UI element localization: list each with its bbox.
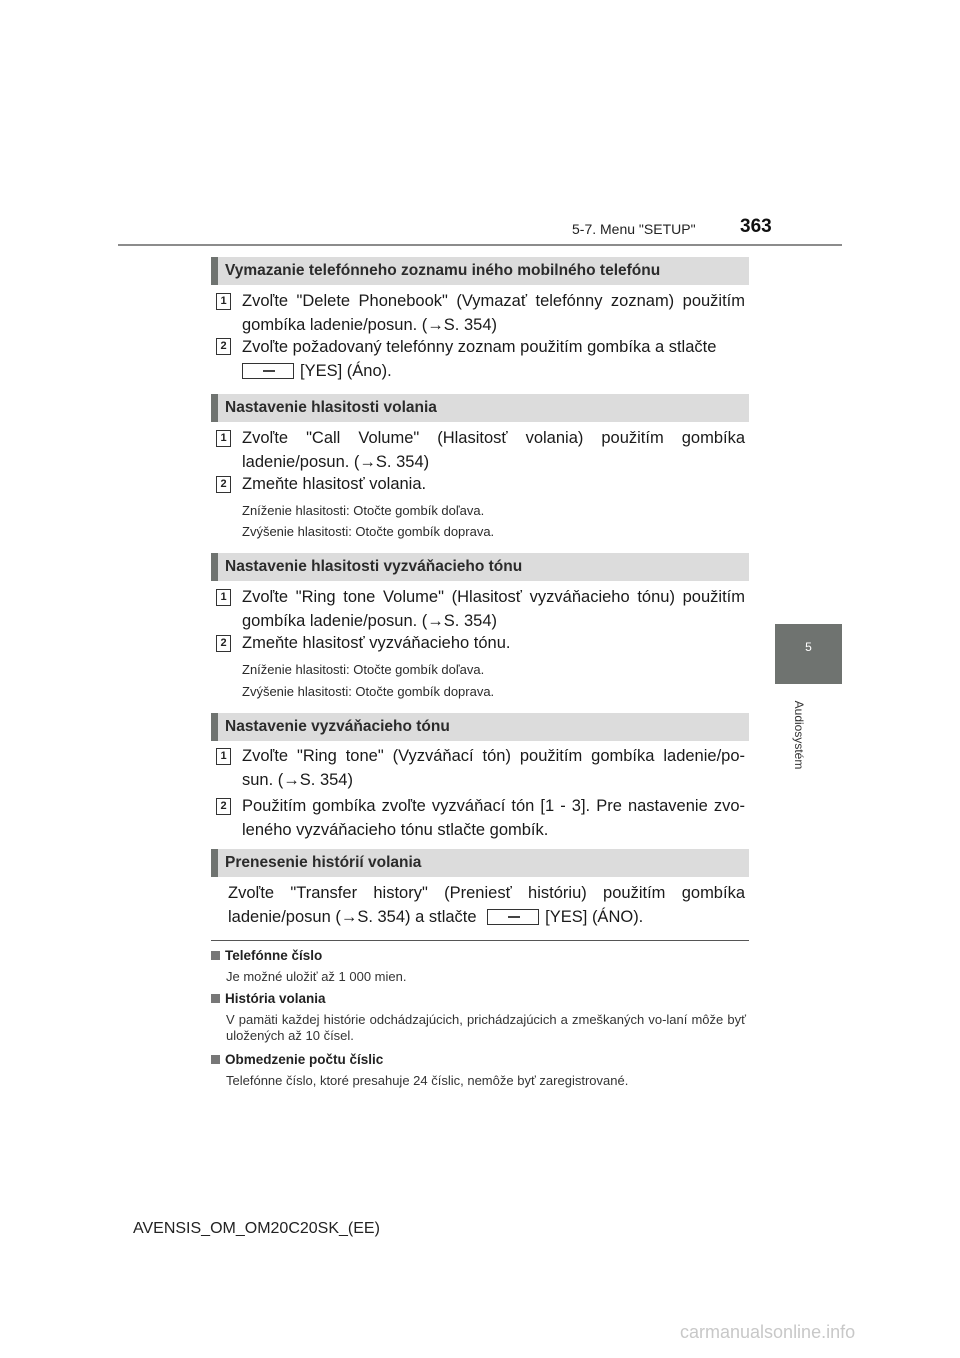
step-text: Zvoľte "Delete Phonebook" (Vymazať telefónny zoznam) použitím gombíka ladenie/posun. (→S. 354) [242,292,745,334]
chapter-tab-number: 5 [805,640,812,654]
section-text [228,881,745,929]
step-text-before: Zvoľte požadovaný telefónny zoznam použitím gombíka a stlačte [242,338,717,356]
square-bullet-icon [211,1055,220,1064]
footnote-title [211,991,326,1006]
note-text: Zvýšenie hlasitosti: Otočte gombík doprava. [242,684,495,699]
header-section-title: 5-7. Menu "SETUP" [572,221,696,237]
footnote-title-text: Obmedzenie počtu číslic [225,1052,384,1067]
section-heading-ring-tone: Nastavenie vyzváňacieho tónu [211,713,749,741]
step-text: Zvoľte "Ring tone" (Vyzváňací tón) použitím gombíka ladenie/po-sun. (→S. 354) [242,747,745,789]
footnote-text: V pamäti každej histórie odchádzajúcich, prichádzajúcich a zmeškaných vo-laní môže byť uložených až 10 čísel. [226,1012,746,1043]
step-text-after: [YES] (Áno). [300,362,392,380]
square-bullet-icon [211,951,220,960]
document-code: AVENSIS_OM_OM20C20SK_(EE) [133,1220,380,1237]
step-text: Zvoľte "Ring tone Volume" (Hlasitosť vyzváňacieho tónu) použitím gombíka ladenie/posun. (→S. 354) [242,588,745,630]
step-text: Použitím gombíka zvoľte vyzváňací tón [1 - 3]. Pre nastavenie zvo-leného vyzváňacieho tónu stlačte gombík. [242,797,745,839]
footnote-divider [211,940,749,941]
chapter-tab-label: Audiosystém [792,700,806,770]
enter-button-icon [487,909,539,925]
section-heading-transfer-history: Prenesenie histórií volania [211,849,749,877]
section-heading-call-volume: Nastavenie hlasitosti volania [211,394,749,422]
step-number: 2 [216,476,231,493]
section-heading-ring-volume: Nastavenie hlasitosti vyzváňacieho tónu [211,553,749,581]
step-number: 2 [216,798,231,815]
step-text: Zmeňte hlasitosť vyzváňacieho tónu. [242,634,511,652]
enter-button-icon [242,363,294,379]
note-text: Zvýšenie hlasitosti: Otočte gombík doprava. [242,524,495,539]
step-number: 1 [216,430,231,447]
step-number: 1 [216,589,231,606]
section-text-after: [YES] (ÁNO). [545,908,644,926]
footnote-title [211,948,322,963]
step-number: 1 [216,293,231,310]
step-text [242,335,745,383]
chapter-tab [775,624,842,684]
note-text: Zníženie hlasitosti: Otočte gombík doľava. [242,662,485,677]
step-text: Zvoľte "Call Volume" (Hlasitosť volania) použitím gombíka ladenie/posun. (→S. 354) [242,429,745,471]
step-text: Zmeňte hlasitosť volania. [242,475,427,493]
footnote-title-text: Telefónne číslo [225,948,323,963]
square-bullet-icon [211,994,220,1003]
step-number: 2 [216,338,231,355]
page-number: 363 [740,216,772,237]
step-number: 2 [216,635,231,652]
section-heading-delete-phonebook: Vymazanie telefónneho zoznamu iného mobilného telefónu [211,257,749,285]
footnote-title [211,1052,383,1067]
watermark: carmanualsonline.info [680,1322,856,1342]
header-divider [118,244,842,246]
footnote-text: Telefónne číslo, ktoré presahuje 24 číslic, nemôže byť zaregistrované. [226,1073,629,1088]
footnote-title-text: História volania [225,991,326,1006]
footnote-text: Je možné uložiť až 1 000 mien. [226,969,407,984]
note-text: Zníženie hlasitosti: Otočte gombík doľava. [242,503,485,518]
section-text-before: Zvoľte "Transfer history" (Preniesť históriu) použitím gombíka ladenie/posun (→S. 354) a stlačte [228,884,745,926]
step-number: 1 [216,748,231,765]
